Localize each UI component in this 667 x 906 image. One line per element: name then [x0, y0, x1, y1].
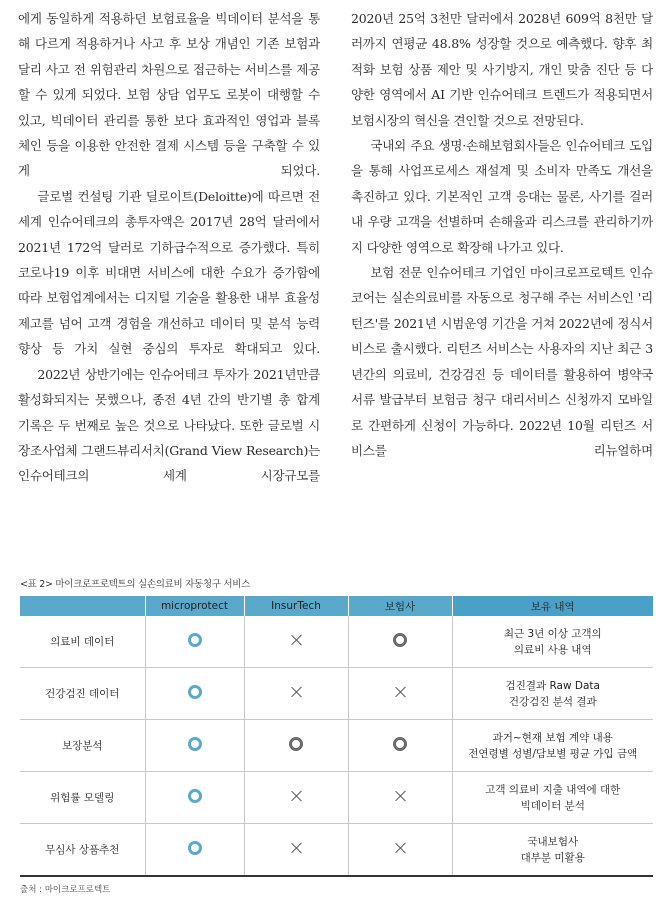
mark-cell [348, 668, 452, 720]
holdings-note [452, 668, 653, 720]
row-label: 위험률 모델링 [20, 772, 145, 824]
circle-mark-icon [393, 737, 407, 751]
mark-cell [244, 772, 348, 824]
holdings-note [452, 616, 653, 668]
mark-cell [244, 824, 348, 877]
circle-mark-icon [393, 633, 407, 647]
mark-cell [348, 616, 452, 668]
paragraph: 에게 동일하게 적용하던 보험료율을 빅데이터 분석을 통해 다르게 적용하거나 사고 후 보상 개념인 기존 보험과 달리 사고 전 위험관리 차원으로 접근하는 서비스를 제공할 수 있게 되었다. 보험 상담 업무도 로봇이 대행할 수 있고, 빅데이터 관리를 통한 보다 효과적인 영업과 블록체인 등을 이용한 안전한 결제 시스템 등을 구축할 수 있게 되었다. [18, 11, 320, 179]
mark-cell [145, 824, 244, 877]
x-mark-icon [290, 634, 302, 646]
source-note: 출처 : 마이크로프로텍트 [20, 885, 111, 895]
mark-cell [244, 616, 348, 668]
x-mark-icon [394, 686, 406, 698]
paragraph: 보험 전문 인슈어테크 기업인 마이크로프로텍트 인슈코어는 실손의료비를 자동으로 청구해 주는 서비스인 '리턴즈'를 2021년 시범운영 기간을 거쳐 2022년에 정식서비스로 출시했다. 리턴즈 서비스는 사용자의 지난 최근 3년간의 의료비, 건강검진 등 데이터를 활용하여 병약국 서류 발급부터 보험금 청구 대리서비스 신청까지 모바일로 간편하게 신청이 가능하다. 2022년 10월 리턴즈 서비스를 리뉴얼하며 [351, 265, 653, 458]
circle-mark-icon [188, 789, 202, 803]
holdings-note [452, 824, 653, 877]
table-row [20, 668, 653, 720]
holdings-note-line: 건강검진 분석 결과 [508, 695, 597, 708]
holdings-note-line: 빅데이터 분석 [520, 799, 585, 812]
row-label: 의료비 데이터 [20, 616, 145, 668]
table-header-empty [20, 596, 145, 616]
x-mark-icon [290, 686, 302, 698]
mark-cell [244, 668, 348, 720]
row-label: 무심사 상품추천 [20, 824, 145, 877]
service-table [20, 596, 653, 877]
mark-cell [348, 720, 452, 772]
table-header-insurer: 보험사 [348, 596, 452, 616]
mark-cell [145, 772, 244, 824]
holdings-note-line: 전연령별 성별/담보별 평균 가입 금액 [468, 747, 638, 760]
holdings-note-line: 검진결과 Raw Data [505, 679, 600, 692]
table-header-microprotect: microprotect [145, 596, 244, 616]
mark-cell [145, 668, 244, 720]
table-row [20, 720, 653, 772]
x-mark-icon [290, 790, 302, 802]
table-caption: <표 2> 마이크로프로텍트의 실손의료비 자동청구 서비스 [20, 579, 250, 590]
paragraph: 2022년 상반기에는 인슈어테크 투자가 2021년만큼 활성화되지는 못했으나, 종전 4년 간의 반기별 총 합계 기록은 두 번째로 높은 것으로 나타났다. 또한 글로벌 시장조사업체 그랜드뷰리서치(Grand View Research)는 인슈어테크의 세계 시장규모를 [18, 366, 320, 484]
row-label: 보장분석 [20, 720, 145, 772]
circle-mark-icon [188, 633, 202, 647]
circle-mark-icon [188, 737, 202, 751]
mark-cell [145, 616, 244, 668]
holdings-note-line: 과거~현재 보험 계약 내용 [492, 731, 613, 744]
mark-cell [244, 720, 348, 772]
x-mark-icon [394, 790, 406, 802]
row-label: 건강검진 데이터 [20, 668, 145, 720]
holdings-note-line: 최근 3년 이상 고객의 [503, 627, 602, 640]
table-header-insurtech: InsurTech [244, 596, 348, 616]
table-header-row [20, 596, 653, 616]
circle-mark-icon [289, 737, 303, 751]
table-row [20, 824, 653, 877]
paragraph: 2020년 25억 3천만 달러에서 2028년 609억 8천만 달러까지 연평균 48.8% 성장할 것으로 예측했다. 향후 최적화 보험 상품 제안 및 사기방지, 개인 맞춤 진단 등 다양한 영역에서 AI 기반 인슈어테크 트렌드가 적용되면서 보험시장의 혁신을 견인할 것으로 전망된다. [351, 11, 653, 128]
mark-cell [348, 824, 452, 877]
holdings-note-line: 고객 의료비 지출 내역에 대한 [485, 783, 621, 796]
x-mark-icon [394, 842, 406, 854]
x-mark-icon [290, 842, 302, 854]
table-row [20, 616, 653, 668]
table-row [20, 772, 653, 824]
holdings-note-line: 의료비 사용 내역 [513, 643, 592, 656]
mark-cell [145, 720, 244, 772]
holdings-note-line: 국내보험사 [527, 835, 579, 848]
holdings-note-line: 대부분 미활용 [520, 851, 585, 864]
table-header-holdings: 보유 내역 [452, 596, 653, 616]
mark-cell [348, 772, 452, 824]
paragraph: 국내외 주요 생명·손해보험회사들은 인슈어테크 도입을 통해 사업프로세스 재설계 및 소비자 만족도 개선을 촉진하고 있다. 기본적인 고객 응대는 물론, 사기를 걸러내 우량 고객을 선별하며 손해율과 리스크를 관리하기까지 다양한 영역으로 확장해 나가고 있다. [351, 138, 653, 255]
circle-mark-icon [188, 841, 202, 855]
paragraph: 글로벌 컨설팅 기관 딜로이트(Deloitte)에 따르면 전 세계 인슈어테크의 총투자액은 2017년 28억 달러에서 2021년 172억 달러로 기하급수적으로 증가했다. 특히 코로나19 이후 비대면 서비스에 대한 수요가 증가함에 따라 보험업계에서는 디지털 기술을 활용한 내부 효율성 제고를 넘어 고객 경험을 개선하고 데이터 및 분석 능력 향상 등 가치 실현 중심의 투자로 확대되고 있다. [18, 188, 320, 357]
right-column [351, 6, 653, 463]
holdings-note [452, 720, 653, 772]
left-column [18, 6, 320, 489]
holdings-note [452, 772, 653, 824]
circle-mark-icon [188, 685, 202, 699]
